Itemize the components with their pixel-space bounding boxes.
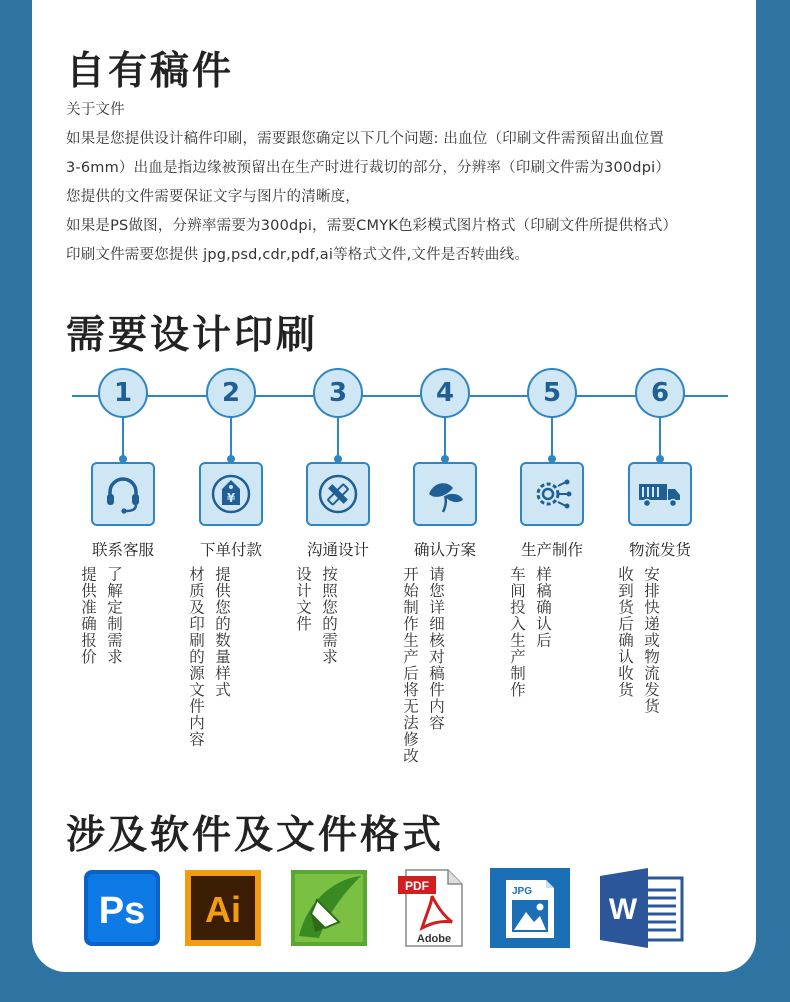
section-title-own-files: 自有稿件	[66, 49, 235, 94]
step-desc: 按照您的需求	[320, 566, 338, 665]
yen-tag-icon	[199, 462, 263, 526]
illustrator-label: Ai	[205, 889, 241, 930]
file-requirements	[66, 96, 746, 270]
step-number: 6	[635, 368, 685, 418]
pencil-ruler-icon	[306, 462, 370, 526]
section-title-design-print: 需要设计印刷	[66, 313, 319, 358]
step-desc: 提供您的数量样式	[213, 566, 231, 698]
step-number: 1	[98, 368, 148, 418]
connector	[444, 418, 446, 458]
step-title: 物流发货	[628, 541, 691, 559]
coreldraw-icon	[289, 866, 369, 950]
leaf-icon	[413, 462, 477, 526]
intro-line: 如果是您提供设计稿件印刷，需要跟您确定以下几个问题: 出血位（印刷文件需预留出血位置	[66, 131, 664, 147]
step-desc: 收到货后确认收货	[616, 566, 634, 698]
step-number: 4	[420, 368, 470, 418]
step-desc: 材质及印刷的源文件内容	[187, 566, 205, 748]
section-title-software: 涉及软件及文件格式	[66, 813, 445, 858]
connector	[122, 418, 124, 458]
intro-line: 3-6mm）出血是指边缘被预留出在生产时进行裁切的部分，分辨率（印刷文件需为300dpi）	[66, 160, 671, 176]
step-desc: 车间投入生产制作	[508, 566, 526, 698]
step-desc: 了解定制需求	[105, 566, 123, 665]
step-desc: 安排快递或物流发货	[642, 566, 660, 715]
step-title: 生产制作	[520, 541, 583, 559]
step-title: 沟通设计	[306, 541, 369, 559]
step-desc: 请您详细核对稿件内容	[427, 566, 445, 731]
step-desc: 样稿确认后	[534, 566, 552, 649]
photoshop-icon	[82, 866, 162, 950]
connector	[337, 418, 339, 458]
word-icon	[598, 866, 678, 950]
truck-icon	[628, 462, 692, 526]
photoshop-label: Ps	[98, 890, 146, 932]
step-title: 下单付款	[199, 541, 262, 559]
step-number: 3	[313, 368, 363, 418]
step-number: 5	[527, 368, 577, 418]
connector	[659, 418, 661, 458]
intro-line: 关于文件	[66, 102, 125, 118]
intro-line: 如果是PS做图，分辨率需要为300dpi，需要CMYK色彩模式图片格式（印刷文件所提供格式）	[66, 218, 678, 234]
timeline-line	[72, 395, 728, 397]
step-desc: 设计文件	[294, 566, 312, 632]
software-icons	[0, 866, 790, 950]
step-desc: 开始制作生产后将无法修改	[401, 566, 419, 764]
adobe-label: Adobe	[416, 933, 452, 945]
jpg-label: JPG	[511, 886, 533, 897]
pdf-icon	[392, 866, 472, 950]
step-desc: 提供准确报价	[79, 566, 97, 665]
illustrator-icon	[183, 866, 263, 950]
headset-icon	[91, 462, 155, 526]
step-title: 确认方案	[413, 541, 476, 559]
word-label: W	[608, 893, 638, 926]
jpg-icon	[488, 866, 568, 950]
step-number: 2	[206, 368, 256, 418]
intro-line: 您提供的文件需要保证文字与图片的清晰度，	[66, 189, 360, 205]
connector	[551, 418, 553, 458]
svg-text:¥: ¥	[226, 491, 236, 505]
connector	[230, 418, 232, 458]
intro-line: 印刷文件需要您提供 jpg,psd,cdr,pdf,ai等格式文件,文件是否转曲线。	[66, 247, 530, 263]
step-title: 联系客服	[91, 541, 154, 559]
gear-icon	[520, 462, 584, 526]
pdf-label: PDF	[405, 879, 429, 893]
